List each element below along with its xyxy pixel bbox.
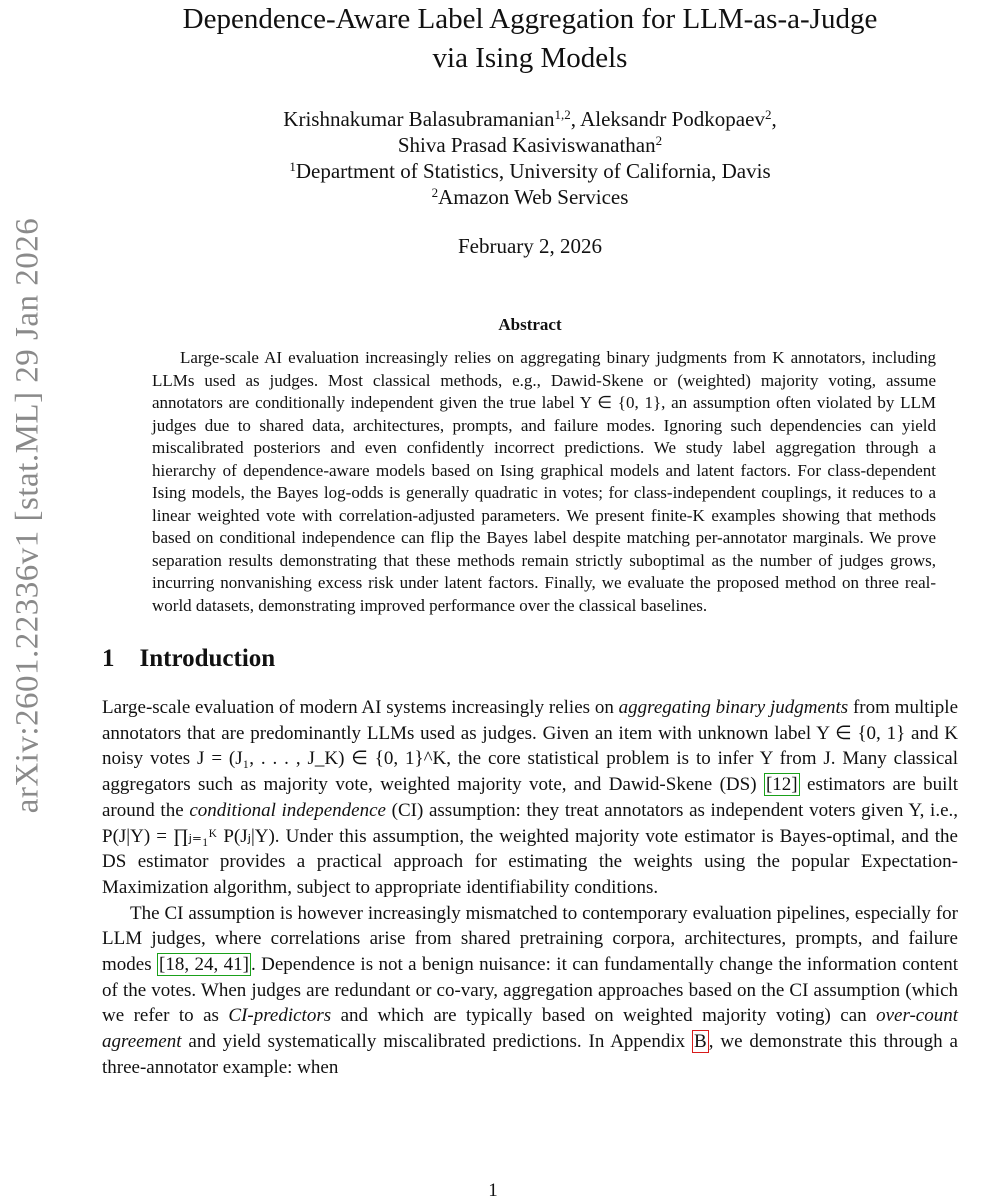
author-line-2	[102, 132, 958, 158]
author-name: Krishnakumar Balasubramanian	[283, 107, 555, 131]
introduction-body	[102, 695, 958, 1081]
author-affiliation-mark: 2	[655, 133, 663, 148]
author-line-1: Krishnakumar Balasubramanian$^{1,2}$, Aleksandr Podkopaev$^2$,	[283, 107, 777, 131]
section-number: 1	[102, 645, 115, 672]
citation-link[interactable]: [12]	[765, 774, 798, 796]
text-run: , we demonstrate this through a three-annotator example: when	[102, 1031, 958, 1078]
text-run: estimators are built around the	[102, 774, 958, 821]
paragraph	[102, 695, 958, 901]
text-run: and which are typically based on weighted majority voting) can	[331, 1005, 877, 1027]
title-line-2: via Ising Models	[432, 42, 628, 74]
affiliation-text: Department of Statistics, University of California, Davis	[295, 159, 771, 183]
affiliation-mark: 2	[431, 185, 439, 200]
text-run: The CI assumption is however increasingly mismatched to contemporary evaluation pipelines, especially for LLM judges, where correlations arise from shared pretraining corpora, architectures, prompts, and failure modes	[102, 902, 958, 976]
text-run: and yield systematically miscalibrated predictions. In Appendix	[181, 1031, 693, 1053]
title-line-1: Dependence-Aware Label Aggregation for LLM-as-a-Judge	[182, 3, 878, 35]
section-heading	[102, 645, 958, 673]
affiliation-text: Amazon Web Services	[438, 185, 629, 209]
citation-link[interactable]: [18, 24, 41]	[159, 954, 249, 976]
author-affiliation-mark: 1,2	[554, 107, 571, 122]
text-run: from multiple annotators that are predominantly LLMs used as judges. Given an item with unknown label Y ∈ {0, 1} and K noisy votes J = (J₁, . . . , J_K) ∈ {0, 1}^K, the core statistical problem is to infer Y from J. Many classical aggregators such as majority vote, weighted majority vote, and Dawid-Skene (DS)	[102, 697, 958, 796]
affiliation-mark: 1	[289, 159, 296, 174]
abstract-heading: Abstract	[498, 315, 562, 334]
text-run: (CI) assumption: they treat annotators as independent voters given Y, i.e., P(J|Y) = ∏ⱼ₌₁ᴷ P(Jⱼ|Y). Under this assumption, the weighted majority vote estimator is Bayes-optimal, and the DS estimator provides a practical approach for estimating the weights using the popular Expectation-Maximization algorithm, subject to appropriate identifiability conditions.	[102, 799, 958, 898]
affiliation-2	[102, 184, 958, 210]
author-name: Aleksandr Podkopaev	[580, 107, 765, 131]
author-affiliation-mark: 2	[764, 107, 772, 122]
text-run: . Dependence is not a benign nuisance: it can fundamentally change the information content of the votes. When judges are redundant or co-vary, aggregation approaches based on the CI assumption (which we refer to as	[102, 954, 959, 1027]
section-title: Introduction	[139, 645, 276, 672]
abstract-text: Large-scale AI evaluation increasingly relies on aggregating binary judgments from K annotators, including LLMs used as judges. Most classical methods, e.g., Dawid-Skene or (weighted) majority voting, assume annotators are conditionally independent given the true label Y ∈ {0, 1}, an assumption often violated by LLM judges due to shared data, architectures, prompts, and failure modes. Ignoring such dependencies can yield miscalibrated posteriors and even confidently incorrect predictions. We study label aggregation through a hierarchy of dependence-aware models based on Ising graphical models and latent factors. For class-dependent Ising models, the Bayes log-odds is generally quadratic in votes; for class-independent couplings, it reduces to a linear weighted vote with correlation-adjusted parameters. We present finite-K examples showing that methods based on conditional independence can flip the Bayes label despite matching per-annotator marginals. We prove separation results demonstrating that these methods remain strictly suboptimal as the number of judges grows, incurring nonvanishing excess risk under latent factors. Finally, we evaluate the proposed method on three real-world datasets, demonstrating improved performance over the classical baselines.	[152, 348, 936, 615]
emphasis: conditional independence	[189, 799, 386, 821]
emphasis: CI-predictors	[228, 1005, 332, 1027]
paragraph	[102, 901, 958, 1081]
text-run: Large-scale evaluation of modern AI systems increasingly relies on	[102, 697, 619, 718]
paper-page	[102, 0, 958, 1081]
author-name: Shiva Prasad Kasiviswanathan	[397, 133, 656, 157]
paper-title	[102, 0, 958, 78]
appendix-link[interactable]: B	[694, 1031, 707, 1053]
arxiv-identifier: arXiv:2601.22336v1 [stat.ML] 29 Jan 2026	[9, 217, 46, 813]
paper-date: February 2, 2026	[457, 234, 603, 258]
emphasis: over-count agreement	[102, 1005, 959, 1053]
affiliation-1	[102, 158, 958, 184]
emphasis: aggregating binary judgments	[618, 697, 849, 718]
arxiv-sidebar	[8, 190, 48, 840]
page-number: 1	[488, 1180, 498, 1201]
author-block	[102, 106, 958, 210]
